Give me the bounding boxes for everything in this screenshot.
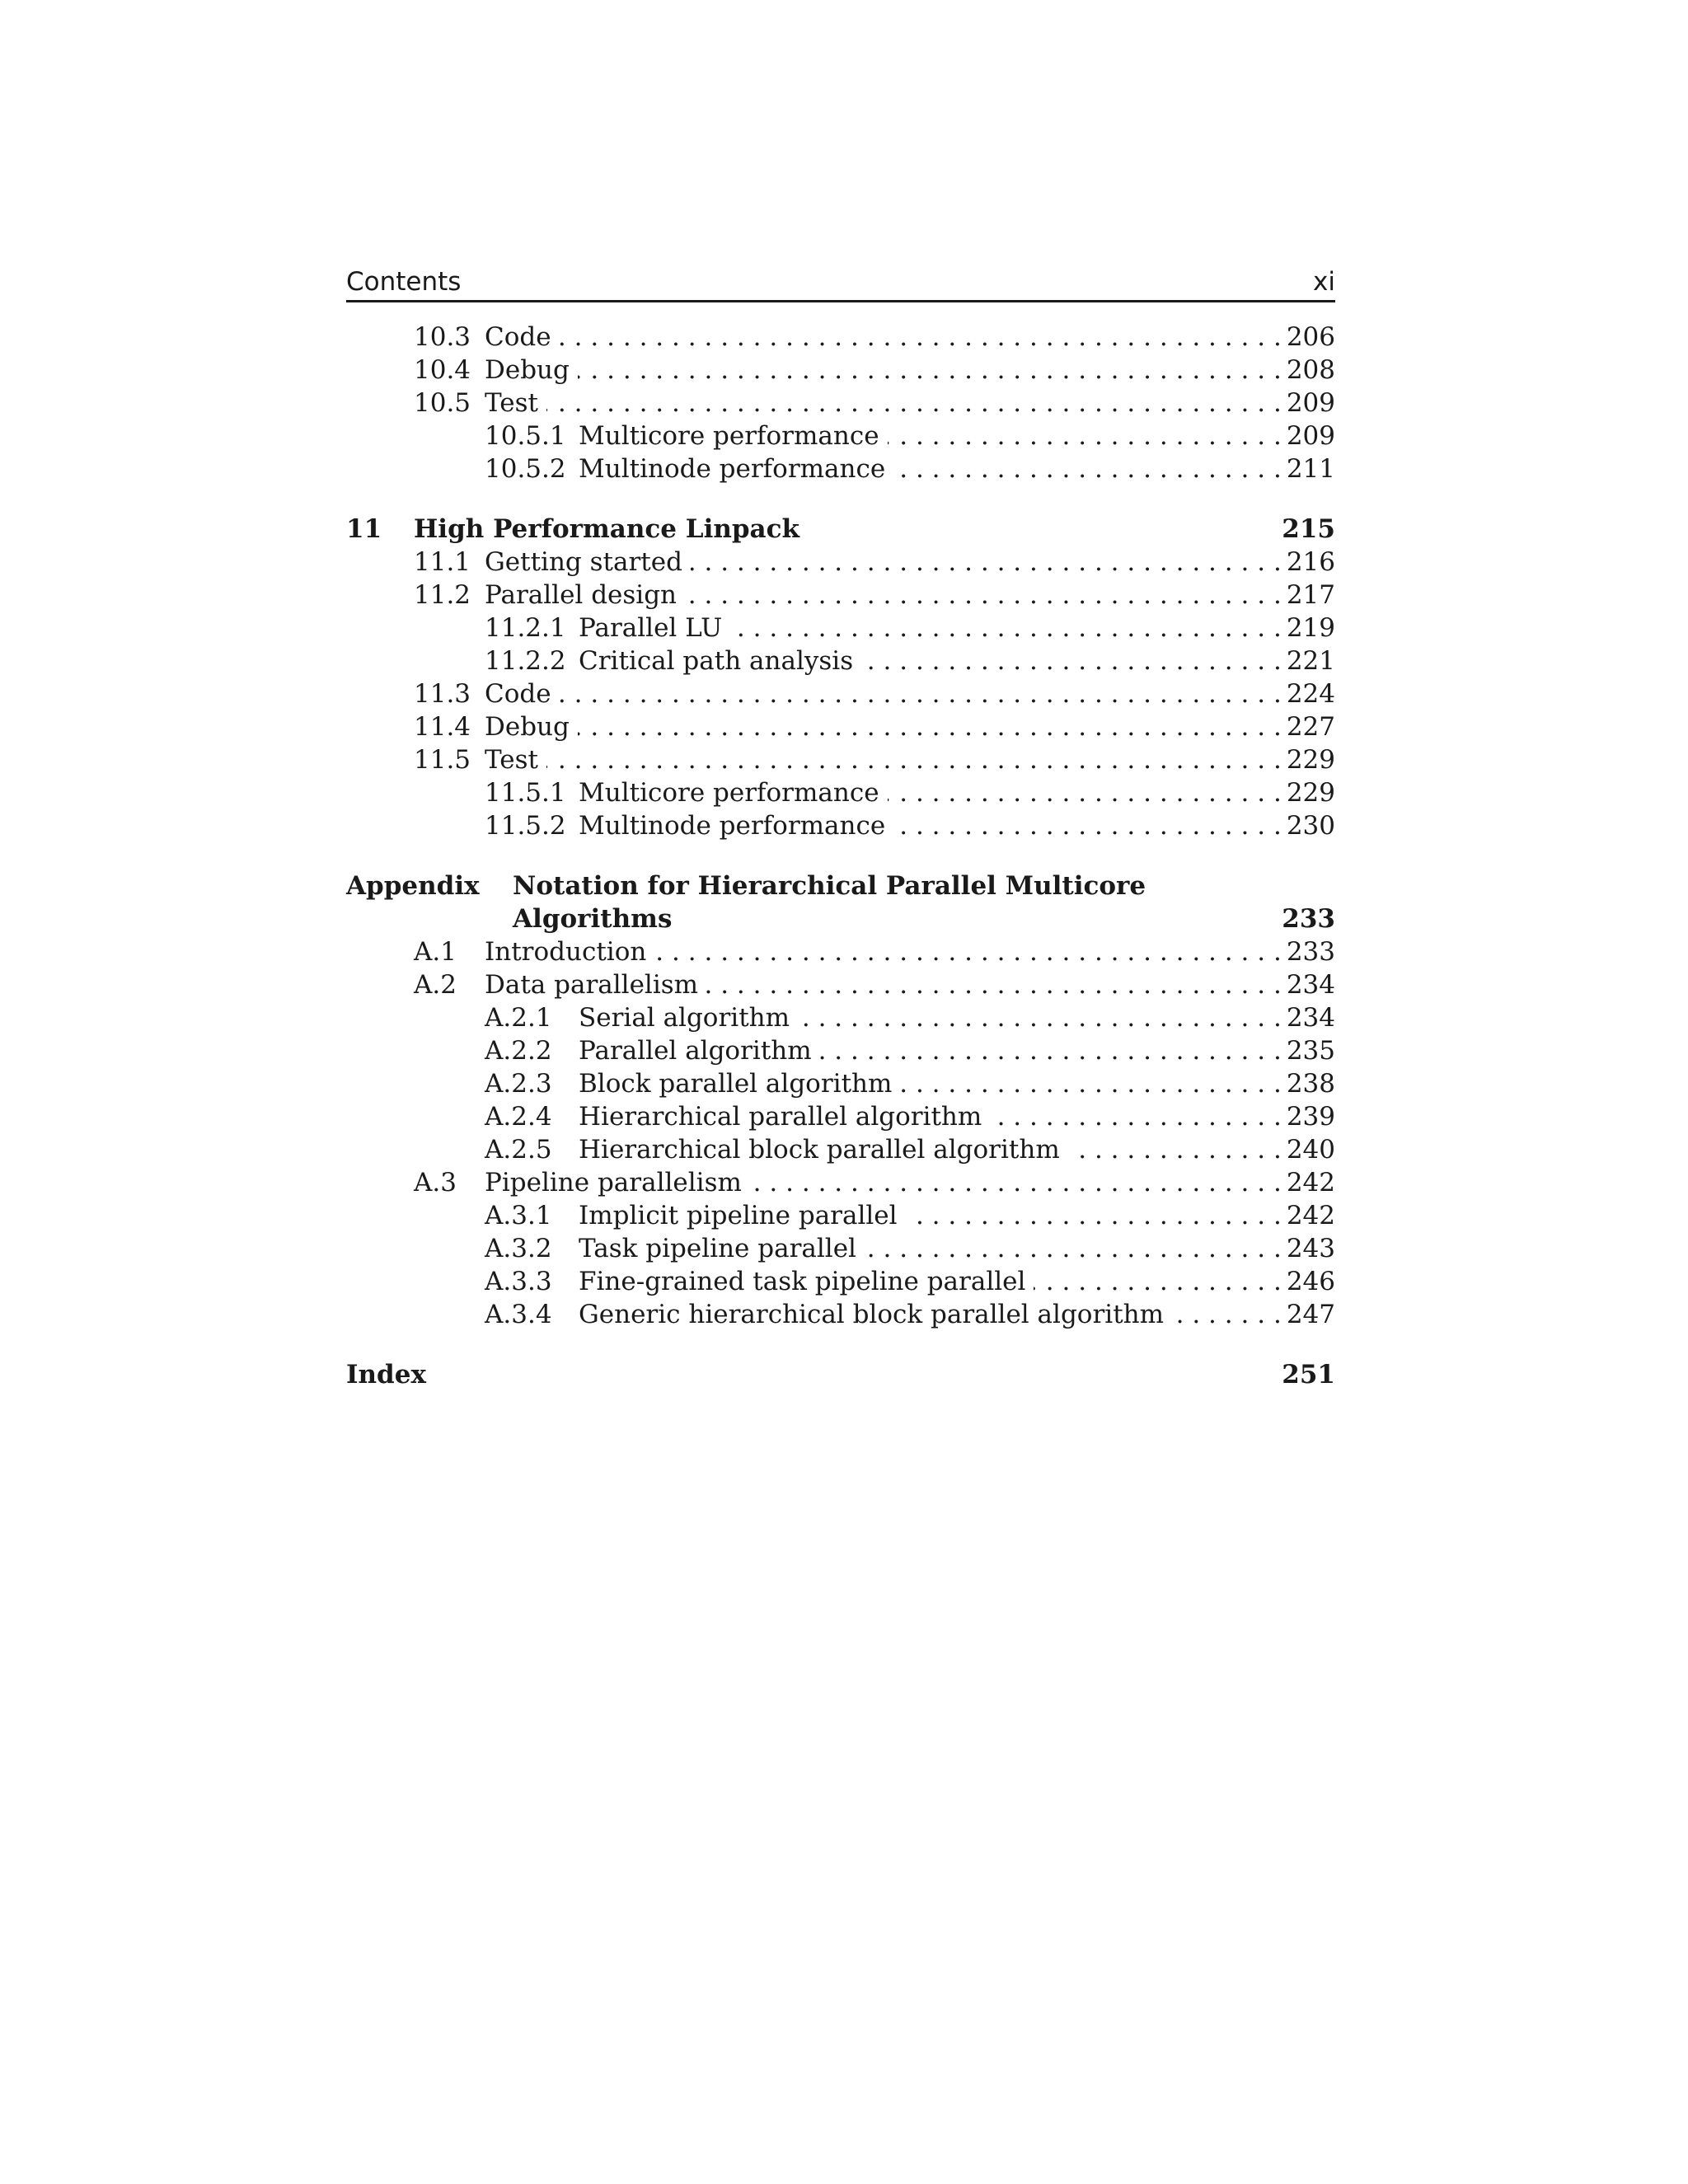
- toc-title: Parallel design: [485, 580, 678, 610]
- toc-title: Test: [485, 745, 538, 775]
- toc-index[interactable]: [346, 1358, 1335, 1391]
- toc-page: 208: [1286, 355, 1335, 385]
- toc-entry-10-5[interactable]: [346, 387, 1335, 419]
- toc-entry-11-5-2[interactable]: [346, 809, 1335, 842]
- toc-entry-a-3-3[interactable]: [346, 1265, 1335, 1298]
- toc-page: 243: [1286, 1234, 1335, 1263]
- toc-page: 229: [1286, 745, 1335, 775]
- toc-leader: [820, 1034, 1282, 1067]
- toc-title: Serial algorithm: [579, 1003, 790, 1033]
- toc-leader: [1034, 1265, 1281, 1298]
- toc-title: Hierarchical parallel algorithm: [579, 1102, 982, 1132]
- toc-leader: [654, 935, 1282, 968]
- toc-number: 10.5: [414, 388, 471, 418]
- toc-leader: [546, 387, 1282, 419]
- toc-number: 11.2.2: [485, 646, 566, 676]
- toc-title: Introduction: [485, 937, 647, 967]
- toc-number: 11.2.1: [485, 613, 566, 643]
- toc-title: Multinode performance: [579, 454, 886, 484]
- toc-page: 209: [1286, 421, 1335, 451]
- toc-page: 209: [1286, 388, 1335, 418]
- toc-title: Data parallelism: [485, 970, 699, 1000]
- toc-title: Notation for Hierarchical Parallel Multicore: [513, 871, 1146, 901]
- header-page-number: xi: [1313, 267, 1335, 297]
- toc-number: A.3.2: [485, 1234, 552, 1263]
- toc-number: A.2.5: [485, 1135, 552, 1165]
- toc-number: A.2.2: [485, 1036, 552, 1066]
- toc-entry-a-2-5[interactable]: [346, 1133, 1335, 1166]
- toc-leader: [893, 452, 1282, 485]
- toc-leader: [888, 776, 1282, 809]
- toc-page: 206: [1286, 322, 1335, 352]
- toc-number: 11.4: [414, 712, 471, 742]
- toc-title: High Performance Linpack: [414, 514, 799, 544]
- toc-entry-a-3[interactable]: [346, 1166, 1335, 1199]
- toc-leader: [893, 809, 1282, 842]
- toc-leader: [560, 321, 1282, 354]
- toc-title: Parallel algorithm: [579, 1036, 812, 1066]
- toc-title: Multinode performance: [579, 811, 886, 841]
- toc-title: Pipeline parallelism: [485, 1168, 742, 1197]
- toc-entry-11-4[interactable]: [346, 710, 1335, 743]
- toc-number: 11.1: [414, 547, 471, 577]
- toc-page: 247: [1286, 1300, 1335, 1329]
- toc-leader: [1172, 1298, 1282, 1331]
- toc-page: 234: [1286, 970, 1335, 1000]
- toc-number: A.3.4: [485, 1300, 552, 1329]
- toc-number: A.2.4: [485, 1102, 552, 1132]
- toc-page: 229: [1286, 778, 1335, 808]
- toc-entry-11-1[interactable]: [346, 546, 1335, 579]
- toc-leader: [990, 1100, 1282, 1133]
- toc-entry-a-2-4[interactable]: [346, 1100, 1335, 1133]
- toc-page: 230: [1286, 811, 1335, 841]
- toc-title: Getting started: [485, 547, 682, 577]
- toc-entry-11-3[interactable]: [346, 677, 1335, 710]
- toc-leader: [861, 644, 1282, 677]
- toc-title: Multicore performance: [579, 421, 879, 451]
- toc-entry-a-2[interactable]: [346, 968, 1335, 1001]
- toc-number: Appendix: [346, 871, 480, 901]
- toc-leader: [730, 612, 1282, 644]
- toc-title: Parallel LU: [579, 613, 723, 643]
- toc-title: Hierarchical block parallel algorithm: [579, 1135, 1060, 1165]
- toc-entry-a-3-4[interactable]: [346, 1298, 1335, 1331]
- toc-leader: [546, 743, 1282, 776]
- toc-title: Implicit pipeline parallel: [579, 1201, 898, 1230]
- toc-page: 246: [1286, 1267, 1335, 1296]
- toc-number: 10.3: [414, 322, 471, 352]
- toc-number: A.2: [414, 970, 457, 1000]
- toc-number: A.1: [414, 937, 457, 967]
- table-of-contents: [346, 321, 1335, 1391]
- toc-entry-10-4[interactable]: [346, 354, 1335, 387]
- toc-leader: [900, 1067, 1281, 1100]
- toc-page: 215: [1282, 514, 1335, 544]
- toc-appendix[interactable]: [346, 869, 1335, 902]
- toc-leader: [706, 968, 1282, 1001]
- toc-number: 11.3: [414, 679, 471, 709]
- toc-title: Critical path analysis: [579, 646, 854, 676]
- toc-title: Task pipeline parallel: [579, 1234, 856, 1263]
- toc-page: 242: [1286, 1201, 1335, 1230]
- toc-title: Code: [485, 679, 551, 709]
- toc-page: 239: [1286, 1102, 1335, 1132]
- toc-number: 10.4: [414, 355, 471, 385]
- toc-page: 233: [1286, 937, 1335, 967]
- toc-leader: [1068, 1133, 1282, 1166]
- toc-number: A.3.3: [485, 1267, 552, 1296]
- toc-page: 227: [1286, 712, 1335, 742]
- toc-leader: [560, 677, 1282, 710]
- toc-entry-a-1[interactable]: [346, 935, 1335, 968]
- toc-leader: [685, 579, 1282, 612]
- toc-page: 235: [1286, 1036, 1335, 1066]
- toc-title: Debug: [485, 355, 570, 385]
- toc-page: 224: [1286, 679, 1335, 709]
- toc-title: Generic hierarchical block parallel algorithm: [579, 1300, 1165, 1329]
- header-section-title: Contents: [346, 267, 462, 297]
- toc-title: Index: [346, 1360, 426, 1390]
- toc-entry-10-5-1[interactable]: [346, 419, 1335, 452]
- running-header: [346, 262, 1335, 302]
- toc-page: 238: [1286, 1069, 1335, 1099]
- document-page: [346, 262, 1335, 1391]
- toc-entry-a-2-2[interactable]: [346, 1034, 1335, 1067]
- toc-entry-11-2-2[interactable]: [346, 644, 1335, 677]
- toc-number: 11.5.1: [485, 778, 566, 808]
- toc-title: Test: [485, 388, 538, 418]
- toc-page: 242: [1286, 1168, 1335, 1197]
- toc-page: 219: [1286, 613, 1335, 643]
- toc-number: 11.5.2: [485, 811, 566, 841]
- toc-appendix-continued[interactable]: [346, 902, 1335, 935]
- toc-number: 11.2: [414, 580, 471, 610]
- toc-leader: [750, 1166, 1282, 1199]
- toc-number: A.3.1: [485, 1201, 552, 1230]
- toc-title: Fine-grained task pipeline parallel: [579, 1267, 1026, 1296]
- toc-entry-a-2-3[interactable]: [346, 1067, 1335, 1100]
- toc-leader: [578, 710, 1282, 743]
- toc-page: 233: [1282, 904, 1335, 934]
- toc-entry-a-3-2[interactable]: [346, 1232, 1335, 1265]
- toc-title: Block parallel algorithm: [579, 1069, 893, 1099]
- toc-number: A.2.3: [485, 1069, 552, 1099]
- toc-leader: [865, 1232, 1282, 1265]
- toc-entry-11-5-1[interactable]: [346, 776, 1335, 809]
- toc-entry-a-2-1[interactable]: [346, 1001, 1335, 1034]
- toc-leader: [798, 1001, 1282, 1034]
- toc-title: Debug: [485, 712, 570, 742]
- toc-page: 234: [1286, 1003, 1335, 1033]
- toc-entry-10-5-2[interactable]: [346, 452, 1335, 485]
- toc-page: 216: [1286, 547, 1335, 577]
- toc-entry-11-5[interactable]: [346, 743, 1335, 776]
- toc-leader: [578, 354, 1282, 387]
- toc-number: A.3: [414, 1168, 457, 1197]
- toc-number: 11.5: [414, 745, 471, 775]
- toc-leader: [906, 1199, 1282, 1232]
- toc-title-continued: Algorithms: [513, 904, 673, 934]
- toc-entry-11-2[interactable]: [346, 579, 1335, 612]
- toc-title: Code: [485, 322, 551, 352]
- toc-title: Multicore performance: [579, 778, 879, 808]
- toc-number: A.2.1: [485, 1003, 552, 1033]
- toc-page: 251: [1282, 1360, 1335, 1390]
- toc-number: 10.5.1: [485, 421, 566, 451]
- toc-entry-10-3[interactable]: [346, 321, 1335, 354]
- toc-leader: [888, 419, 1282, 452]
- toc-chapter-11[interactable]: [346, 513, 1335, 546]
- toc-page: 221: [1286, 646, 1335, 676]
- toc-entry-11-2-1[interactable]: [346, 612, 1335, 644]
- toc-number: 11: [346, 514, 382, 544]
- toc-entry-a-3-1[interactable]: [346, 1199, 1335, 1232]
- toc-page: 211: [1286, 454, 1335, 484]
- toc-number: 10.5.2: [485, 454, 566, 484]
- toc-leader: [691, 546, 1282, 579]
- toc-page: 217: [1286, 580, 1335, 610]
- toc-page: 240: [1286, 1135, 1335, 1165]
